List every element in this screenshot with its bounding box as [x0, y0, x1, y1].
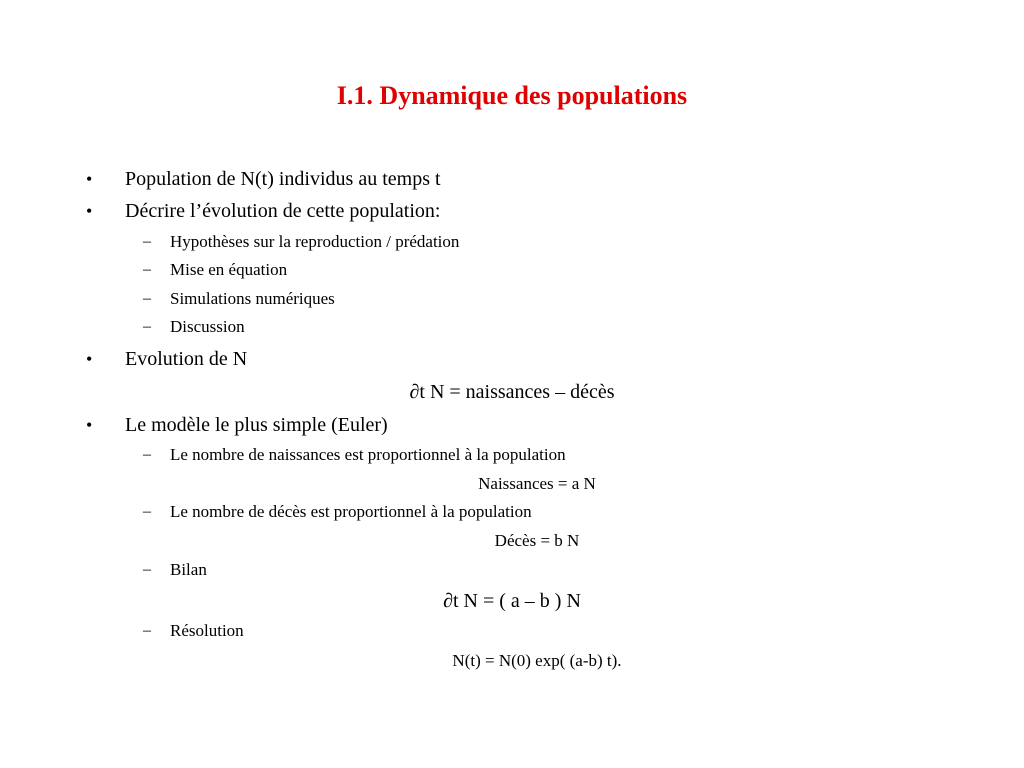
equation-deces: Décès = b N [494, 531, 580, 550]
subitem-naissances: Le nombre de naissances est proportionnel à la population [170, 445, 566, 464]
equation-bilan: ∂t N = ( a – b ) N [443, 590, 581, 612]
bullet-item-modele: Le modèle le plus simple (Euler) [125, 414, 388, 436]
dash-icon: – [143, 622, 151, 639]
bullet-item-evolution: Evolution de N [125, 348, 248, 370]
bullet-item-population: Population de N(t) individus au temps t [125, 168, 441, 190]
bullet-icon: • [86, 349, 93, 369]
subitem-simulations: Simulations numériques [170, 289, 335, 308]
bullet-icon: • [86, 415, 93, 435]
subitem-bilan: Bilan [170, 560, 207, 579]
bullet-item-decrire: Décrire l’évolution de cette population: [125, 200, 441, 222]
subitem-hypotheses: Hypothèses sur la reproduction / prédation [170, 232, 460, 251]
subitem-resolution: Résolution [170, 621, 244, 640]
dash-icon: – [143, 503, 151, 520]
equation-resolution: N(t) = N(0) exp( (a-b) t). [452, 651, 622, 670]
dash-icon: – [143, 261, 151, 278]
bullet-icon: • [86, 169, 93, 189]
subitem-mise-en-equation: Mise en équation [170, 260, 288, 279]
equation-evolution: ∂t N = naissances – décès [409, 381, 615, 403]
dash-icon: – [143, 561, 151, 578]
dash-icon: – [143, 446, 151, 463]
subitem-discussion: Discussion [170, 317, 245, 336]
bullet-icon: • [86, 201, 93, 221]
subitem-deces: Le nombre de décès est proportionnel à la population [170, 502, 532, 521]
dash-icon: – [143, 318, 151, 335]
slide-title: I.1. Dynamique des populations [336, 81, 688, 110]
dash-icon: – [143, 233, 151, 250]
equation-naissances: Naissances = a N [478, 474, 596, 493]
dash-icon: – [143, 290, 151, 307]
